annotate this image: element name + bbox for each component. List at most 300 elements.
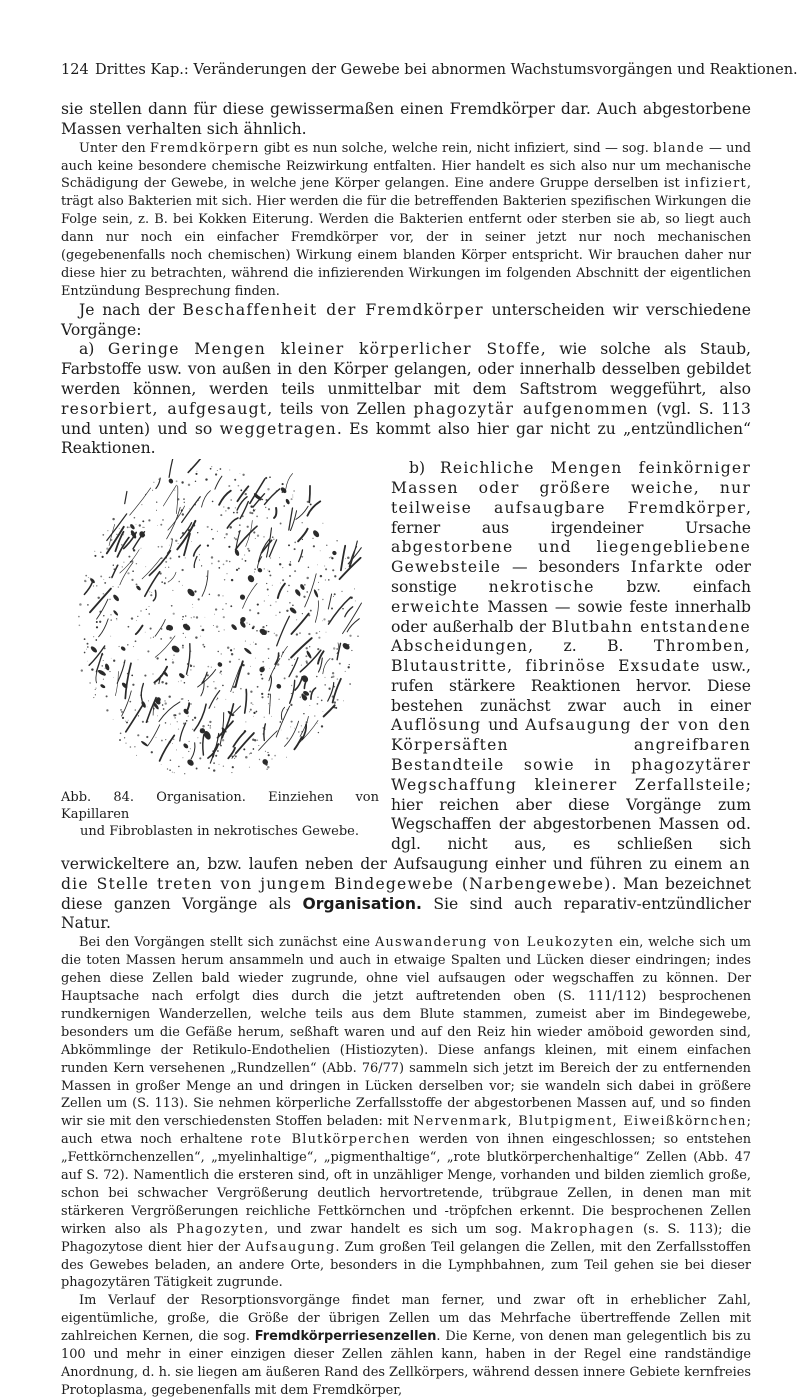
stipple-dot — [86, 592, 87, 593]
fibre-stroke — [142, 558, 161, 579]
stipple-dot — [286, 610, 288, 612]
stipple-dot — [112, 518, 114, 520]
stipple-dot — [349, 599, 350, 600]
stipple-dot — [263, 733, 264, 734]
stipple-dot — [267, 752, 268, 753]
stipple-dot — [262, 661, 264, 663]
stipple-dot — [199, 757, 201, 759]
stipple-dot — [184, 502, 185, 503]
stipple-dot — [119, 739, 121, 741]
stipple-dot — [256, 711, 258, 713]
stipple-dot — [275, 634, 277, 636]
stipple-dot — [87, 661, 88, 662]
stipple-dot — [213, 681, 214, 682]
stipple-dot — [307, 501, 309, 503]
stipple-dot — [354, 589, 355, 590]
stipple-dot — [174, 490, 175, 491]
stipple-dot — [332, 569, 334, 571]
stipple-dot — [348, 666, 350, 668]
stipple-dot — [264, 568, 265, 569]
stipple-dot — [249, 609, 251, 611]
stipple-dot — [116, 566, 117, 567]
stipple-dot — [161, 558, 162, 559]
figure-caption — [61, 789, 379, 840]
cell-nucleus — [129, 523, 135, 530]
stipple-dot — [287, 591, 288, 592]
stipple-dot — [107, 530, 108, 531]
stipple-dot — [193, 666, 195, 668]
fibre-stroke — [328, 594, 331, 609]
stipple-dot — [323, 618, 325, 620]
fibre-stroke — [236, 661, 243, 687]
stipple-dot — [176, 750, 177, 751]
stipple-dot — [213, 770, 215, 772]
fibre-stroke — [180, 723, 186, 741]
cell-nucleus — [230, 623, 238, 631]
stipple-dot — [349, 664, 350, 665]
stipple-dot — [207, 545, 209, 547]
fibre-stroke — [160, 736, 175, 762]
stipple-dot — [277, 664, 279, 666]
stipple-dot — [161, 628, 163, 630]
stipple-dot — [104, 648, 106, 650]
stipple-dot — [217, 750, 219, 752]
stipple-dot — [266, 499, 268, 501]
cell-nucleus — [170, 644, 180, 654]
fibre-stroke — [153, 590, 156, 601]
p5-text-u: . Man bezeichnet diese ganzen Vorgänge als — [61, 874, 751, 913]
stipple-dot — [291, 698, 292, 699]
stipple-dot — [282, 483, 284, 485]
cell-nucleus — [217, 661, 224, 668]
stipple-dot — [184, 773, 185, 774]
cell-nucleus — [120, 646, 126, 652]
stipple-dot — [279, 563, 281, 565]
fibre-stroke — [341, 546, 345, 571]
stipple-dot — [194, 717, 196, 719]
stipple-dot — [199, 560, 200, 561]
stipple-dot — [173, 613, 175, 615]
stipple-dot — [234, 479, 236, 481]
stipple-dot — [95, 688, 96, 689]
fibre-stroke — [233, 706, 241, 714]
stipple-dot — [306, 591, 307, 592]
stipple-dot — [100, 552, 102, 554]
p4-text-c: , wie solche als Staub, Farbstoffe usw. von außen in den Körper gelangen, oder innerhalb desselben gebildet werden können, werden teils unmittelbar mit dem Saftstrom weggeführt, also — [61, 340, 752, 398]
cell-nucleus — [294, 588, 302, 596]
stipple-dot — [89, 682, 90, 683]
stipple-dot — [152, 490, 153, 491]
stipple-dot — [164, 582, 166, 584]
stipple-dot — [79, 625, 81, 627]
stipple-dot — [264, 601, 265, 602]
stipple-dot — [122, 717, 124, 719]
stipple-dot — [253, 510, 255, 512]
stipple-dot — [332, 672, 334, 674]
stipple-dot — [261, 696, 263, 698]
stipple-dot — [280, 583, 281, 584]
p2-term-infiziert: infiziert — [684, 176, 747, 192]
stipple-dot — [318, 732, 319, 733]
stipple-dot — [182, 619, 183, 620]
stipple-dot — [274, 633, 275, 634]
stipple-dot — [171, 605, 173, 607]
stipple-dot — [179, 713, 181, 715]
stipple-dot — [309, 646, 310, 647]
stipple-dot — [208, 725, 209, 726]
stipple-dot — [142, 520, 144, 522]
stipple-dot — [150, 628, 152, 630]
stipple-dot — [309, 705, 310, 706]
stipple-dot — [256, 630, 258, 632]
stipple-dot — [215, 474, 217, 476]
fibre-stroke — [155, 620, 165, 637]
cell-nucleus — [104, 663, 110, 671]
stipple-dot — [181, 481, 183, 483]
fibre-stroke — [187, 644, 191, 675]
fibre-stroke — [145, 572, 160, 597]
stipple-dot — [267, 648, 269, 650]
p2-text-a: Unter den — [79, 140, 150, 156]
stipple-dot — [290, 727, 291, 728]
stipple-dot — [209, 727, 211, 729]
stipple-dot — [145, 494, 146, 495]
stipple-dot — [238, 659, 240, 661]
stipple-dot — [193, 617, 194, 618]
stipple-dot — [223, 564, 225, 566]
stipple-dot — [249, 512, 251, 514]
cell-nucleus — [258, 628, 268, 637]
stipple-dot — [95, 689, 96, 690]
stipple-dot — [250, 644, 251, 645]
stipple-dot — [357, 636, 358, 637]
stipple-dot — [273, 539, 275, 541]
stipple-dot — [165, 739, 166, 740]
p6-text-c: ein, welche sich um die toten Massen herum ansammeln und auch in etwaige Spalten und Lücken dieser eindringen; indes gehen diese Zellen bald wieder zugrunde, ohne viel aufsaugen oder wegschaffen zu können. Der Hauptsache nach erfolgt dies durch die jetzt auftretenden oben (S. 111/112) besprochenen rundkernigen Wanderzellen, welche teils aus dem Blute stammen, zumeist aber im Bindegewebe, besonders um die Gefäße herum, seßhaft waren und auf den Reiz hin wieder amöboid geworden sind, Abkömmlinge der Retikulo-Endothelien (Histiozyten). Diese anfangs kleinen, mit einem einfachen runden Kern versehenen „Rundzellen“ (Abb. 76/77) sammeln sich jetzt im Bereich der zu entfernenden Massen in großer Menge an und dringen in Lücken derselben vor; sie wandeln sich dabei in größere Zellen um (S. 113). Sie nehmen körperliche Zerfallsstoffe der abgestorbenen Massen auf, und so finden wir sie mit den verschiedensten Stoffen beladen: mit — [61, 935, 752, 1130]
stipple-dot — [148, 701, 149, 702]
stipple-dot — [204, 646, 206, 648]
stipple-dot — [138, 715, 139, 716]
stipple-dot — [274, 755, 276, 757]
stipple-dot — [264, 727, 266, 729]
stipple-dot — [317, 723, 318, 724]
stipple-dot — [290, 561, 291, 562]
stipple-dot — [292, 497, 293, 498]
stipple-dot — [306, 661, 308, 663]
stipple-dot — [135, 709, 137, 711]
page-number: 124 — [61, 62, 89, 78]
stipple-dot — [224, 537, 225, 538]
stipple-dot — [147, 707, 148, 708]
fibre-stroke — [311, 688, 316, 699]
stipple-dot — [218, 560, 220, 562]
stipple-dot — [102, 534, 104, 536]
paragraph-4 — [61, 340, 751, 459]
stipple-dot — [314, 715, 315, 716]
p6-term-makrophagen: Makrophagen — [530, 1221, 635, 1237]
stipple-dot — [333, 706, 335, 708]
stipple-dot — [145, 566, 146, 567]
fibre-stroke — [259, 731, 278, 751]
stipple-dot — [282, 652, 284, 654]
stipple-dot — [161, 740, 163, 742]
fibre-stroke — [324, 705, 335, 716]
stipple-dot — [289, 575, 291, 577]
stipple-dot — [78, 616, 80, 618]
stipple-dot — [182, 698, 183, 699]
stipple-dot — [178, 766, 179, 767]
stipple-dot — [257, 686, 259, 688]
stipple-dot — [262, 499, 263, 500]
stipple-dot — [268, 631, 269, 632]
stipple-dot — [218, 764, 219, 765]
cell-nucleus — [135, 585, 141, 591]
stipple-dot — [331, 658, 333, 660]
stipple-dot — [221, 674, 222, 675]
stipple-dot — [79, 603, 82, 606]
stipple-dot — [256, 516, 258, 518]
stipple-dot — [231, 772, 232, 773]
cell-nucleus — [261, 758, 269, 766]
stipple-dot — [294, 548, 296, 550]
stipple-dot — [131, 675, 133, 677]
stipple-dot — [141, 548, 142, 549]
stipple-dot — [308, 633, 310, 635]
stipple-dot — [302, 613, 303, 614]
stipple-dot — [161, 581, 163, 583]
cell-nucleus — [186, 758, 195, 767]
stipple-dot — [286, 738, 288, 740]
stipple-dot — [95, 694, 96, 695]
stipple-dot — [268, 703, 269, 704]
stipple-dot — [188, 484, 190, 486]
stipple-dot — [257, 535, 259, 537]
stipple-dot — [242, 559, 243, 560]
stipple-dot — [247, 548, 249, 550]
stipple-dot — [102, 556, 104, 558]
stipple-dot — [178, 681, 179, 682]
fibre-stroke — [194, 557, 197, 568]
stipple-dot — [319, 631, 320, 632]
stipple-dot — [301, 522, 302, 523]
stipple-dot — [113, 586, 114, 587]
cell-nucleus — [113, 610, 119, 617]
stipple-dot — [255, 510, 256, 511]
stipple-dot — [153, 708, 155, 710]
stipple-dot — [165, 577, 166, 578]
stipple-dot — [230, 649, 232, 651]
stipple-dot — [349, 635, 351, 637]
stipple-dot — [279, 612, 281, 614]
stipple-dot — [164, 700, 166, 702]
stipple-dot — [113, 565, 114, 566]
stipple-dot — [147, 650, 149, 652]
fibre-stroke — [323, 659, 330, 674]
stipple-dot — [288, 544, 290, 546]
p7-text-c: . Die Kerne, von denen man gelegentlich bis zu 100 und mehr in einer einzigen dieser Zellen zählen kann, haben in der Regel eine randständige Anordnung, d. h. sie liegen am äußeren Rand des Zellkörpers, während dessen innere Gebiete kernfreies Protoplasma, gegebenenfalls mit dem Fremdkörper, — [61, 1329, 751, 1398]
stipple-dot — [93, 697, 94, 698]
stipple-dot — [195, 636, 197, 638]
stipple-dot — [169, 741, 171, 743]
stipple-dot — [302, 539, 303, 540]
p4-text-a: a) — [79, 340, 108, 359]
fibre-stroke — [236, 526, 257, 549]
stipple-dot — [270, 557, 271, 558]
stipple-dot — [261, 678, 263, 680]
stipple-dot — [222, 737, 224, 739]
p5-text-g: oder sonstige — [391, 558, 751, 596]
stipple-dot — [267, 589, 269, 591]
stipple-dot — [235, 755, 237, 757]
stipple-dot — [257, 604, 259, 606]
stipple-dot — [116, 618, 117, 619]
stipple-dot — [103, 615, 104, 616]
p5-term-infarkte: Infarkte — [630, 558, 705, 577]
stipple-dot — [263, 666, 264, 667]
stipple-dot — [317, 648, 319, 650]
fibre-stroke — [136, 626, 143, 635]
stipple-dot — [322, 599, 323, 600]
fibre-stroke — [120, 563, 133, 586]
cell-nucleus — [239, 594, 246, 601]
stipple-dot — [162, 519, 164, 521]
stipple-dot — [269, 668, 270, 669]
stipple-dot — [169, 545, 170, 546]
p4-term-weggetragen: weggetragen — [219, 419, 337, 438]
stipple-dot — [298, 731, 299, 732]
fibre-stroke — [209, 691, 220, 709]
stipple-dot — [264, 729, 265, 730]
fibre-stroke — [286, 474, 293, 490]
fibre-stroke — [155, 636, 175, 657]
stipple-dot — [132, 570, 134, 572]
stipple-dot — [317, 565, 318, 566]
stipple-dot — [223, 506, 224, 507]
fibre-stroke — [265, 489, 280, 505]
paragraph-2 — [61, 140, 751, 301]
stipple-dot — [158, 479, 159, 480]
cell-nucleus — [275, 683, 282, 690]
stipple-dot — [265, 507, 266, 508]
stipple-dot — [229, 526, 231, 528]
stipple-dot — [269, 575, 271, 577]
stipple-dot — [103, 593, 105, 595]
stipple-dot — [301, 726, 302, 727]
cell-nucleus — [313, 589, 319, 598]
stipple-dot — [317, 703, 319, 705]
stipple-dot — [292, 495, 293, 496]
stipple-dot — [127, 644, 128, 645]
stipple-dot — [269, 477, 271, 479]
stipple-dot — [351, 650, 352, 651]
stipple-dot — [245, 560, 247, 562]
stipple-dot — [207, 686, 209, 688]
stipple-dot — [195, 473, 197, 475]
stipple-dot — [259, 759, 260, 760]
stipple-dot — [99, 621, 101, 623]
stipple-dot — [308, 614, 310, 616]
stipple-dot — [222, 609, 223, 610]
stipple-dot — [125, 721, 126, 722]
stipple-dot — [249, 767, 250, 768]
stipple-dot — [276, 491, 277, 492]
stipple-dot — [183, 498, 185, 500]
stipple-dot — [85, 575, 87, 577]
stipple-dot — [117, 620, 118, 621]
fibre-stroke — [112, 565, 118, 577]
p3-text-c: unterscheiden wir verschiedene Vorgänge: — [61, 300, 751, 339]
stipple-dot — [150, 638, 151, 639]
stipple-dot — [139, 524, 141, 526]
stipple-dot — [334, 575, 336, 577]
p5-text-s: ; hier reichen aber diese Vorgänge zum Wegschaffen der abgestorbenen Massen od. dgl. nicht aus, es schließen sich verwickeltere an, bzw. laufen neben der Aufsaugung einher und führen zu einem — [61, 775, 751, 874]
stipple-dot — [227, 507, 229, 509]
stipple-dot — [299, 633, 300, 634]
fibre-stroke — [84, 583, 92, 595]
stipple-dot — [153, 637, 154, 638]
stipple-dot — [188, 529, 190, 531]
stipple-dot — [223, 616, 225, 618]
stipple-dot — [242, 664, 244, 666]
fibre-stroke — [295, 677, 302, 690]
stipple-dot — [131, 579, 133, 581]
stipple-dot — [325, 568, 327, 570]
stipple-dot — [289, 564, 291, 566]
stipple-dot — [234, 537, 235, 538]
stipple-dot — [181, 681, 182, 682]
stipple-dot — [243, 749, 245, 751]
stipple-dot — [136, 584, 138, 586]
stipple-dot — [119, 528, 120, 529]
stipple-dot — [213, 762, 215, 764]
stipple-dot — [320, 575, 322, 577]
stipple-dot — [190, 469, 191, 470]
stipple-dot — [157, 716, 158, 717]
stipple-dot — [94, 551, 95, 552]
stipple-dot — [196, 471, 197, 472]
stipple-dot — [301, 556, 303, 558]
stipple-dot — [222, 685, 224, 687]
stipple-dot — [124, 737, 125, 738]
p5-term-erweichte: erweichte — [391, 597, 481, 616]
stipple-dot — [211, 529, 212, 530]
stipple-dot — [229, 661, 231, 663]
stipple-dot — [141, 626, 142, 627]
stipple-dot — [236, 569, 238, 571]
stipple-dot — [109, 671, 110, 672]
stipple-dot — [86, 581, 87, 582]
stipple-dot — [133, 549, 135, 551]
stipple-dot — [250, 691, 252, 693]
stipple-dot — [202, 644, 204, 646]
stipple-dot — [170, 760, 172, 762]
stipple-dot — [178, 581, 180, 583]
stipple-dot — [232, 756, 234, 758]
stipple-dot — [126, 722, 128, 724]
stipple-dot — [280, 523, 282, 525]
stipple-dot — [230, 605, 232, 607]
stipple-dot — [96, 621, 98, 623]
stipple-dot — [210, 725, 211, 726]
stipple-dot — [182, 616, 184, 618]
fibre-stroke — [227, 518, 238, 528]
cell-nucleus — [97, 669, 107, 677]
stipple-dot — [195, 481, 196, 482]
stipple-dot — [304, 584, 306, 586]
fibre-stroke — [130, 488, 151, 515]
stipple-dot — [321, 700, 323, 702]
stipple-dot — [257, 612, 259, 614]
